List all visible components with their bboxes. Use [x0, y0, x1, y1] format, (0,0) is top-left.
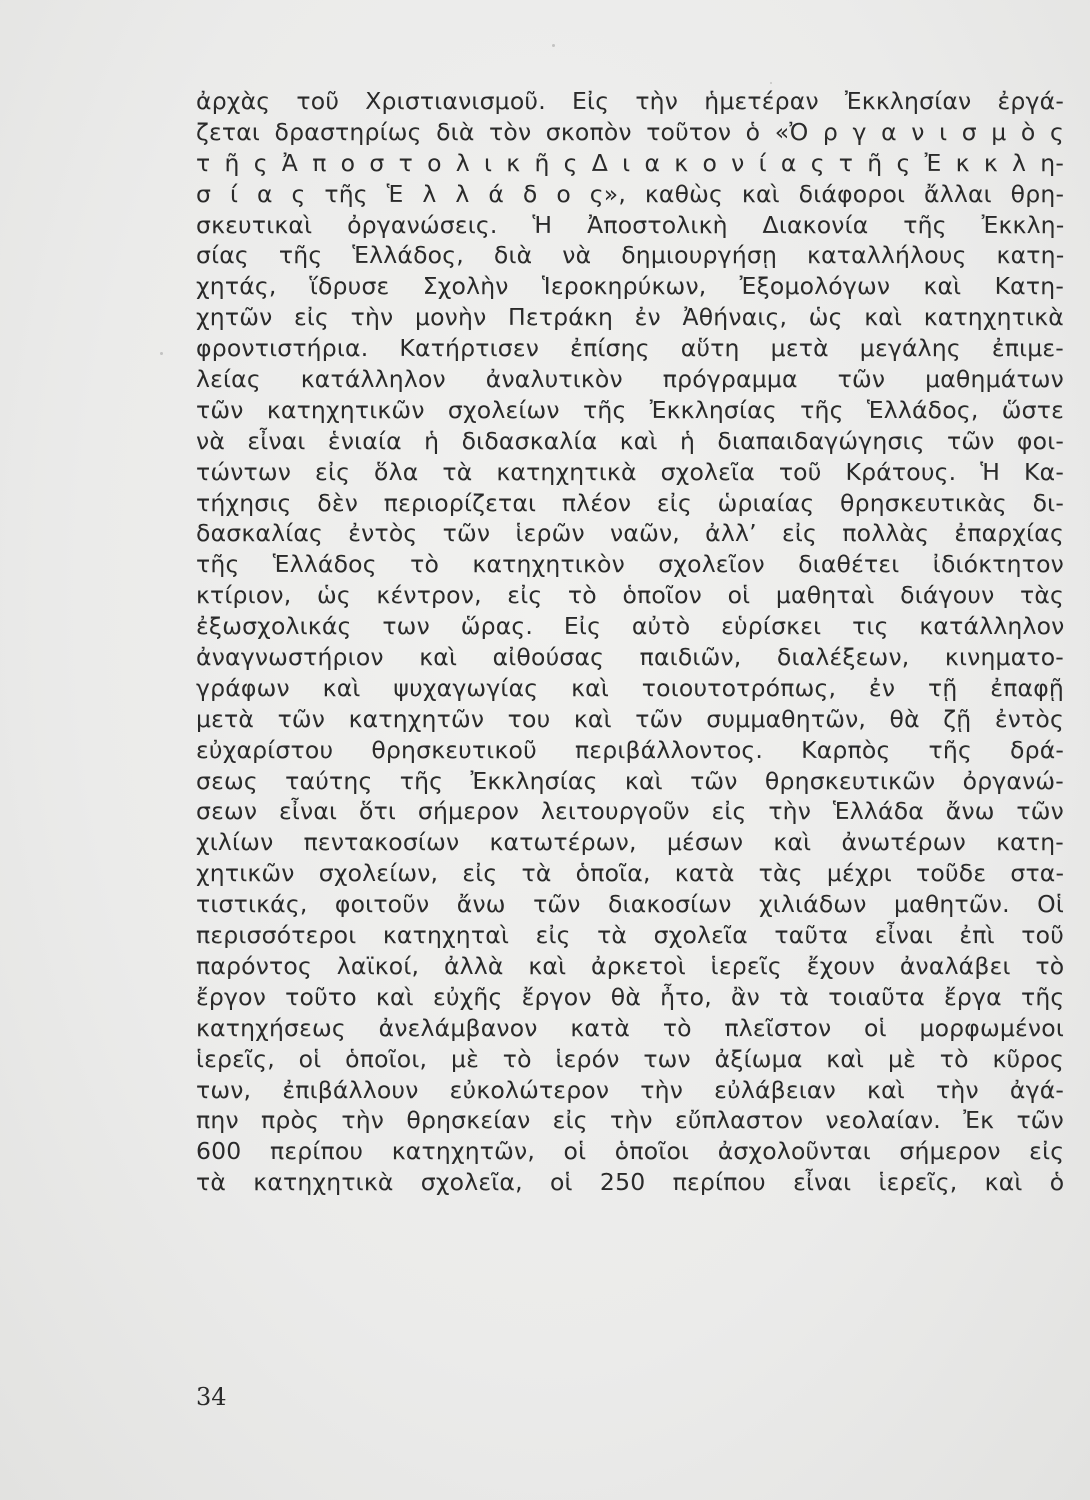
text-line: σεως ταύτης τῆς Ἐκκλησίας καὶ τῶν θρησκευτικῶν ὀργανώ- [196, 766, 1064, 795]
text-line: τ ῆ ς Ἀ π ο σ τ ο λ ι κ ῆ ς Δ ι α κ ο ν ί α ς τ ῆ ς Ἐ κ κ λ η- [196, 148, 1064, 177]
text-line: τὰ κατηχητικὰ σχολεῖα, οἱ 250 περίπου εἶναι ἱερεῖς, καὶ ὁ [196, 1168, 1064, 1197]
text-line: δασκαλίας ἐντὸς τῶν ἱερῶν ναῶν, ἀλλ’ εἰς πολλὰς ἐπαρχίας [196, 519, 1064, 548]
text-line: κτίριον, ὡς κέντρον, εἰς τὸ ὁποῖον οἱ μαθηταὶ διάγουν τὰς [196, 581, 1064, 610]
paper-speck [770, 82, 772, 84]
text-line: σεων εἶναι ὅτι σήμερον λειτουργοῦν εἰς τὴν Ἑλλάδα ἄνω τῶν [196, 797, 1064, 826]
text-line: μετὰ τῶν κατηχητῶν του καὶ τῶν συμμαθητῶν, θὰ ζῇ ἐντὸς [196, 704, 1064, 733]
text-line: ἱερεῖς, οἱ ὁποῖοι, μὲ τὸ ἱερόν των ἀξίωμα καὶ μὲ τὸ κῦρος [196, 1044, 1064, 1073]
text-line: γράφων καὶ ψυχαγωγίας καὶ τοιουτοτρόπως, ἐν τῇ ἐπαφῇ [196, 673, 1064, 702]
text-line: λείας κατάλληλον ἀναλυτικὸν πρόγραμμα τῶν μαθημάτων [196, 365, 1064, 394]
text-line: σκευτικαὶ ὀργανώσεις. Ἡ Ἀποστολικὴ Διακονία τῆς Ἐκκλη- [196, 210, 1064, 239]
text-line: ἔργον τοῦτο καὶ εὐχῆς ἔργον θὰ ἦτο, ἂν τὰ τοιαῦτα ἔργα τῆς [196, 982, 1064, 1011]
text-line: τῆς Ἑλλάδος τὸ κατηχητικὸν σχολεῖον διαθέτει ἰδιόκτητον [196, 550, 1064, 579]
text-line: 600 περίπου κατηχητῶν, οἱ ὁποῖοι ἀσχολοῦνται σήμερον εἰς [196, 1137, 1064, 1166]
paper-speck [552, 44, 555, 47]
text-line: τήχησις δὲν περιορίζεται πλέον εἰς ὡριαίας θρησκευτικὰς δι- [196, 488, 1064, 517]
body-text [196, 86, 1064, 1198]
text-line: σίας τῆς Ἑλλάδος, διὰ νὰ δημιουργήσῃ καταλλήλους κατη- [196, 241, 1064, 270]
text-line: χητῶν εἰς τὴν μονὴν Πετράκη ἐν Ἀθήναις, ὡς καὶ κατηχητικὰ [196, 303, 1064, 332]
text-line: χιλίων πεντακοσίων κατωτέρων, μέσων καὶ ἀνωτέρων κατη- [196, 828, 1064, 857]
text-line: περισσότεροι κατηχηταὶ εἰς τὰ σχολεῖα ταῦτα εἶναι ἐπὶ τοῦ [196, 921, 1064, 950]
text-line: τιστικάς, φοιτοῦν ἄνω τῶν διακοσίων χιλιάδων μαθητῶν. Οἱ [196, 890, 1064, 919]
text-line: πην πρὸς τὴν θρησκείαν εἰς τὴν εὔπλαστον νεολαίαν. Ἐκ τῶν [196, 1106, 1064, 1135]
text-line: τώντων εἰς ὅλα τὰ κατηχητικὰ σχολεῖα τοῦ Κράτους. Ἡ Κα- [196, 457, 1064, 486]
text-line: κατηχήσεως ἀνελάμβανον κατὰ τὸ πλεῖστον οἱ μορφωμένοι [196, 1013, 1064, 1042]
text-line: ἐξωσχολικάς των ὥρας. Εἰς αὐτὸ εὑρίσκει τις κατάλληλον [196, 612, 1064, 641]
text-line: εὐχαρίστου θρησκευτικοῦ περιβάλλοντος. Καρπὸς τῆς δρά- [196, 735, 1064, 764]
text-line: ἀναγνωστήριον καὶ αἰθούσας παιδιῶν, διαλέξεων, κινηματο- [196, 643, 1064, 672]
text-line: τῶν κατηχητικῶν σχολείων τῆς Ἐκκλησίας τῆς Ἑλλάδος, ὥστε [196, 395, 1064, 424]
text-line: των, ἐπιβάλλουν εὐκολώτερον τὴν εὐλάβειαν καὶ τὴν ἀγά- [196, 1075, 1064, 1104]
text-line: νὰ εἶναι ἑνιαία ἡ διδασκαλία καὶ ἡ διαπαιδαγώγησις τῶν φοι- [196, 426, 1064, 455]
text-line: χητάς, ἵδρυσε Σχολὴν Ἱεροκηρύκων, Ἐξομολόγων καὶ Κατη- [196, 272, 1064, 301]
paper-speck [160, 352, 163, 355]
text-line: σ ί α ς τῆς Ἑ λ λ ά δ ο ς», καθὼς καὶ διάφοροι ἄλλαι θρη- [196, 179, 1064, 208]
text-line: ἀρχὰς τοῦ Χριστιανισμοῦ. Εἰς τὴν ἡμετέραν Ἐκκλησίαν ἐργά- [196, 87, 1064, 115]
text-line: ζεται δραστηρίως διὰ τὸν σκοπὸν τοῦτον ὁ «Ὀ ρ γ α ν ι σ μ ὸ ς [196, 117, 1064, 146]
text-line: χητικῶν σχολείων, εἰς τὰ ὁποῖα, κατὰ τὰς μέχρι τοῦδε στα- [196, 859, 1064, 888]
text-line: παρόντος λαϊκοί, ἀλλὰ καὶ ἀρκετοὶ ἱερεῖς ἔχουν ἀναλάβει τὸ [196, 951, 1064, 980]
text-line: φροντιστήρια. Κατήρτισεν ἐπίσης αὕτη μετὰ μεγάλης ἐπιμε- [196, 334, 1064, 363]
page-number: 34 [196, 1383, 227, 1411]
